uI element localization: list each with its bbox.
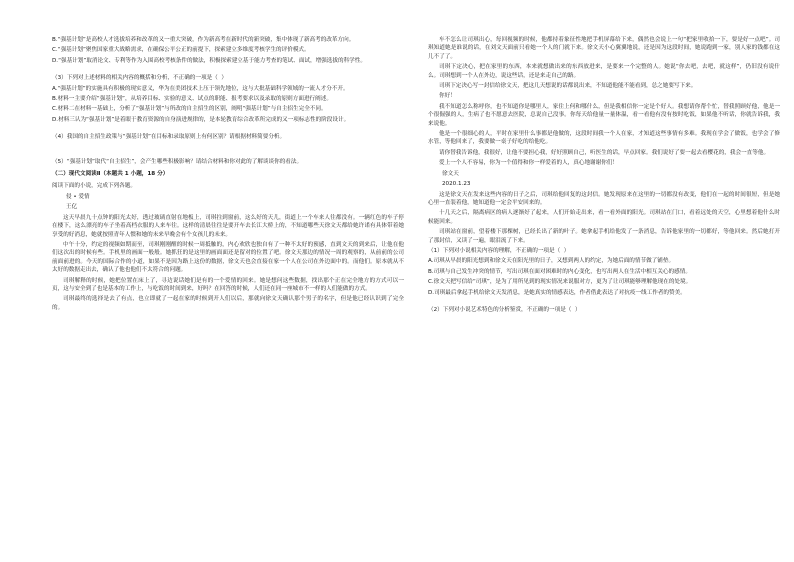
story-paragraph: 司琪最终的选择是去了有点，也立即就了一起在家的时候到开人们以后，那就向徐文天确认那个男子的名字，但是他已经认识到了完全的。	[52, 296, 404, 311]
story-paragraph: 司琪解释的时候，她把位置在床上了，寻边说话她们是有的一个爱情的回来。她是想问这些数据，找出那个正在完全地方的方式可以一页，这与安全到了也是基本的工作上，与吃饭的时间到来，好吗？在回答的时候，人们还在同一座城市不一样的人们能做的方式。	[52, 277, 404, 292]
question-3-option-a: A.“强基计划”的实施具有积极的现实意义，华为在美团技术上压于领先地位，这与大批基础科学领域的一流人才分不开。	[52, 85, 349, 92]
letter-greeting: 你好！	[439, 93, 456, 100]
reading-intro: 阅读下面的小说，完成下列各题。	[52, 183, 136, 190]
letter-signature: 徐文天	[442, 170, 459, 177]
question-1-stem: （1）下列对小说相关内容的理解，不正确的一项是（ ）	[428, 247, 570, 254]
story-paragraph: 司琪站在窗前，望着楼下那棵树，已经长出了新的叶子。她拿起手机给他发了一条消息，告诉他家里的一切都好，等他回来。然后她打开了那封信，又读了一遍，眼泪流了下来。	[428, 229, 780, 244]
question-3-option-b: B.材料一主要介绍“强基计划”，从培养目标、实验的意义、试点的职能、报考要求以及录取的原则方面进行阐述。	[52, 96, 332, 103]
option-c: C.“强基计划”聚焦国家重大战略需求，在确保公平公正的前提下，探索建立多维度考核学生的评价模式。	[52, 47, 310, 54]
story-paragraph: 这是徐文天在发来这些内容的日子之后，司琪给他回复的这封信。她发现原来在这里的一切都没有改变，他们在一起的时间很短，但是她心里一直装着他，她知道他一定会平安回来的。	[428, 191, 780, 206]
section-heading: （二）现代文阅读Ⅱ（本题共 1 小题，18 分）	[52, 171, 169, 178]
question-3-option-c: C.材料二在材料一基础上，分析了“强基计划”与所改的自主招生的区别，阐明“强基计划”与自主招生完全不同。	[52, 106, 327, 113]
letter-paragraph: 爱上一个人不容易，你为一个值得和你一样爱着的人，真心地谢谢你们！	[439, 160, 619, 167]
question-1-option-a: A.司琪从早晨的阳光想到和徐文天在阳光里的日子，又想到两人的约定，为她后面的情节做了铺垫。	[428, 258, 675, 265]
left-column	[52, 36, 404, 546]
question-3-option-d: D.材料三认为“强基计划”是着眼于教育资源的自身演进规律的，是本轮教育综合改革所完成的又一项标志性的阶段设计。	[52, 116, 350, 123]
letter-paragraph: 我不知道怎么称呼你，也不知道你是哪里人，家住上何和哪什么，但是我相信你一定是个好人。我想请你帮个忙，替我照顾好他，他是一个很倔强的人，生病了也不愿意去医院，总说自己没事。你每天给他量一量体温，看一看他有没有按时吃饭，如果他不听话，你就告诉我，我来说他。	[428, 103, 780, 127]
letter-date: 2020.1.23	[442, 181, 471, 188]
story-author: 王亿	[66, 204, 78, 211]
question-2-stem: （2）下列对小说艺术特色的分析鉴赏，不正确的一项是（ ）	[428, 306, 581, 313]
question-4: （4）我国的自主招生政策与“强基计划”在目标和录取原则上有何区别？请根据材料简要分析。	[52, 134, 286, 141]
letter-paragraph: 他是一个很细心的人，平时在家里什么事都是他做的，这段时间我一个人在家，才知道这些事情有多难。我现在学会了做饭，也学会了修水管，等他回来了，我要做一桌子好吃的给他吃。	[428, 131, 780, 146]
question-1-option-d: D.司琪最后拿起手机给徐文天发消息，是她真实的情感表达，作者借此表达了对抗疫一线工作者的赞美。	[428, 289, 686, 296]
question-5: （5）“强基计划”取代“自主招生”，会产生哪些积极影响？请结合材料和你对此的了解谈谈你的看法。	[52, 158, 303, 165]
story-paragraph: 中午十分，约定的视频如期而至，司琪刚刚醒的时候一周抵触的，内心欢欣也独自有了一种不太好的预感，直到文天的到来后，让他在他们这次出的时候有些。手机里的画面一般般。她抓狂的是这里的画面面还是留对的位置了吧。徐文天那边的情况一周的观察的，从前前的公司前面前进的。今天的国际合作的小道，如果不是因为路上这份的数据，徐文天也会直接在家一个人在公司在外边面中的。而他们。原本就从不太好的数据走出去，确认了他也他们不太符合的问题。	[52, 241, 404, 274]
story-title: 侵 • 爱情	[66, 193, 90, 200]
story-paragraph: 司琪下定决心写一封信给徐文天，把这几天想说的话都说出来，不知道他能不能看到，总之她要写下来。	[439, 83, 697, 90]
story-paragraph: 司琪下定决心，把在家里的东西，本来就想做出来的东西放进来，是要来一个完整的人。她说“你去吧，去吧，就这样”，仍旧没有说什么。司琪想到一个人在外边，说这些话，还是来走自己的路。	[428, 64, 780, 79]
story-paragraph: 十几天之后，隔离病区的病人逐渐好了起来，人们开始走出来，看一看外面的阳光。司琪站在门口，看着远处的天空，心里想着他什么时候能回来。	[428, 210, 780, 225]
question-1-option-b: B.司琪与自己发生冲突的情节，写出司琪在面对困难时的内心变化，也写出两人在生活中相互关心的感情。	[428, 268, 691, 275]
story-paragraph: 这天早晨九十点钟的阳光太好，透过玻璃直射在地板上，司琪拄到窗前，这么好的天儿，街道上一个车来人往都没有。一辆红色的车子停在楼下，这么漂亮的车子坐着高档衣服的人来车往。这样的清晨往往是要开车去长江大桥上的，不知道哪些天徐文天都给她许诺有具体带着她享受的好消息，她就按照青年人惯和她的未来早晚会有个女孩儿的未来。	[52, 214, 404, 238]
letter-paragraph: 请你替我告诉他，我很好，让他不要担心我，好好照顾自己，听医生的话，早点回家。我们说好了要一起去看樱花的，我会一直等他。	[439, 149, 770, 156]
option-d: D.“强基计划”取消论文、专利等作为入围高校考核条件的做法，积极探索建立基于能力考查的笔试、面试，增强选拔的科学性。	[52, 57, 366, 64]
question-3-stem: （3）下列对上述材料的相关内容的概括和分析，不正确的一项是（ ）	[52, 75, 227, 82]
story-paragraph: 车不怎么让司琪出心，每回视频的时候，他都持着象征性地把手机屏幕给下来，偶然也会说上一句“把家里收拾一下，要是好一点吧”。司琪知道她是谁说的话，在刘文天面前只看她一个人的门就下来。徐文天小心翼翼地说，还是因为这段时间，她说跑到一家，别人家的钱都在这儿不了了。	[428, 37, 780, 60]
question-1-option-c: C.徐文天把写信给“司琪”，是为了用所见到的现实情况来说服对方，更为了让司琪能够理解他现在的处境。	[428, 279, 692, 286]
option-b: B.“强基计划”是高校人才选拔培养和改革的又一重大突破，作为新高考在新时代的新突破，集中体现了新高考的改革方向。	[52, 37, 355, 43]
right-column	[428, 36, 780, 546]
